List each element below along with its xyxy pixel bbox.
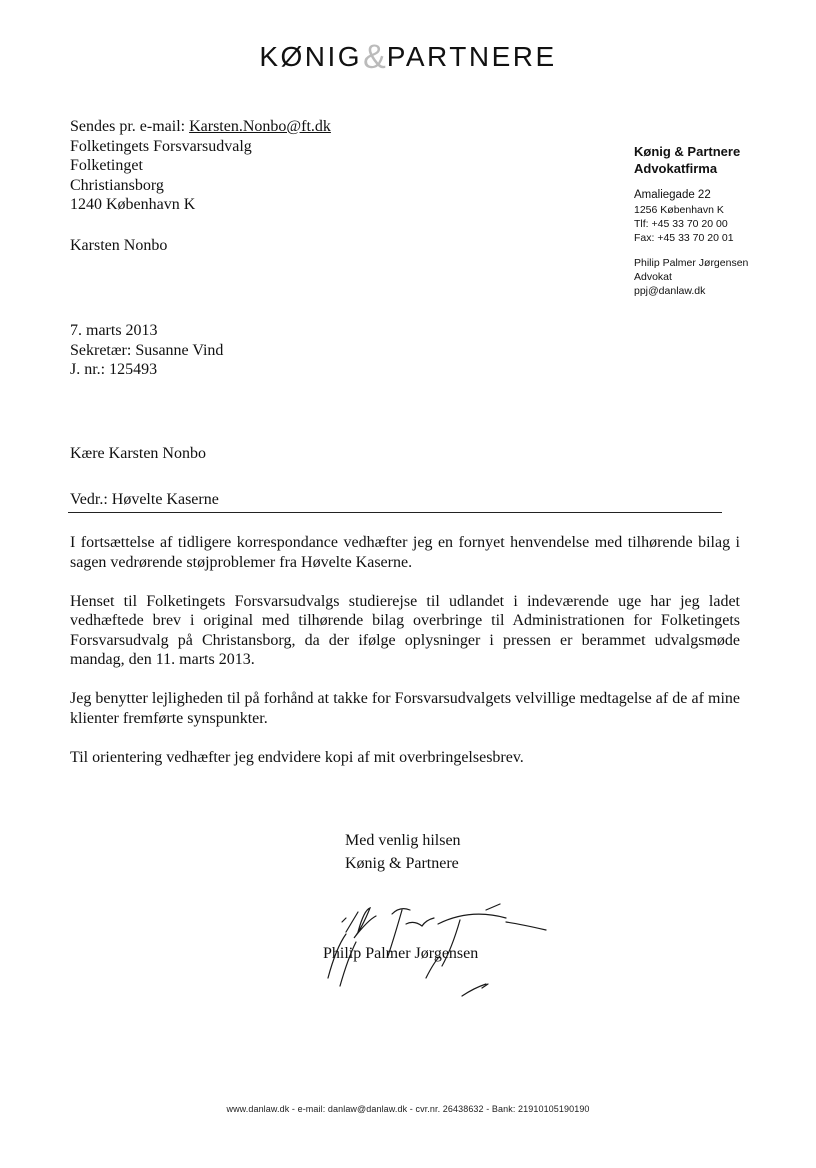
body-paragraph: Jeg benytter lejligheden til på forhånd at takke for Forsvarsudvalgets velvillige medtagelse af de af mine klienter fremførte synspunkter. [70,690,740,727]
recipient-line: Folketinget [70,157,143,174]
subject-line: Vedr.: Høvelte Kaserne [70,491,219,508]
send-prefix: Sendes pr. e-mail: [70,118,190,135]
firm-person: Philip Palmer Jørgensen [634,257,749,269]
closing-firm: Kønig & Partnere [345,855,459,872]
logo-left: KØNIG [259,41,363,72]
firm-address: Amaliegade 22 [634,189,711,201]
signer-name: Philip Palmer Jørgensen [323,945,479,962]
firm-email: ppj@danlaw.dk [634,285,706,297]
recipient-contact: Karsten Nonbo [70,236,168,254]
body-paragraph: Til orientering vedhæfter jeg endvidere kopi af mit overbringelsesbrev. [70,748,524,766]
firm-title: Advokat [634,271,672,283]
recipient-line: Christiansborg [70,176,164,194]
letter-meta [70,321,470,380]
closing-block [345,831,605,877]
letter-journal-number: J. nr.: 125493 [70,361,158,378]
firm-name: Kønig & Partnere [634,144,741,159]
firm-type: Advokatfirma [634,161,718,176]
subject-divider [68,512,722,513]
handwritten-signature [310,898,550,1008]
closing-salutation: Med venlig hilsen [345,832,461,849]
body-paragraph: Henset til Folketingets Forsvarsudvalgs studierejse til udlandet i indeværende uge har jeg ladet vedhæftede brev i original med tilhørende bilag overbringe til Administrationen for Folketingets Forsvarsudvalg på Christansborg, da der ifølge oplysninger i pressen er berammet udvalgsmøde mandag, den 11. marts 2013. [70,592,740,668]
page-footer: www.danlaw.dk - e-mail: danlaw@danlaw.dk - cvr.nr. 26438632 - Bank: 21910105190190 [226,1104,590,1114]
logo-right: PARTNERE [386,41,557,72]
greeting: Kære Karsten Nonbo [70,445,206,462]
letter-date: 7. marts 2013 [70,322,158,339]
recipient-block [70,117,490,255]
firm-logo [0,38,816,77]
firm-fax: Fax: +45 33 70 20 01 [634,232,734,244]
recipient-line: 1240 København K [70,196,196,213]
logo-ampersand: & [363,38,386,76]
firm-phone: Tlf: +45 33 70 20 00 [634,218,728,230]
recipient-email-link[interactable]: Karsten.Nonbo@ft.dk [189,118,331,135]
recipient-line: Folketingets Forsvarsudvalg [70,137,252,155]
letter-secretary: Sekretær: Susanne Vind [70,341,224,359]
firm-info [634,143,804,298]
firm-city: 1256 København K [634,204,724,216]
send-line [70,117,490,137]
body-paragraph: I fortsættelse af tidligere korrespondance vedhæfter jeg en fornyet henvendelse med tilhørende bilag i sagen vedrørende støjproblemer fra Høvelte Kaserne. [70,534,740,571]
letter-body [70,533,740,787]
